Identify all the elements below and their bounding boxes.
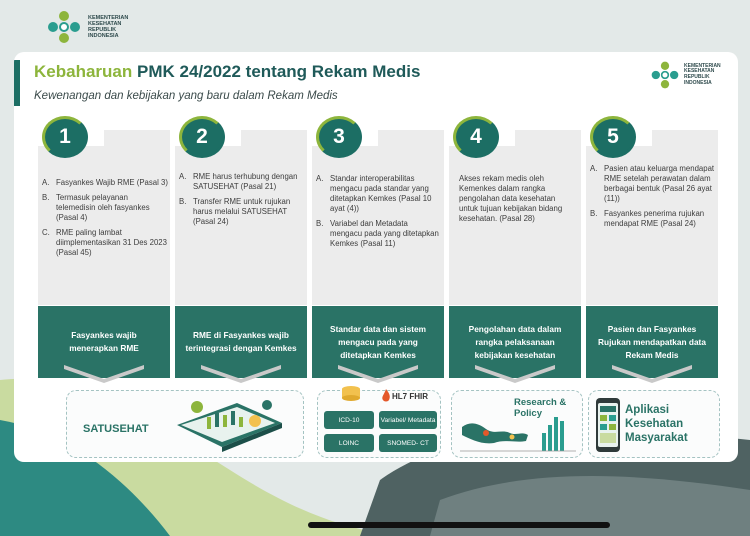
card-number: 4	[453, 116, 499, 158]
dashboard-illustration-icon	[167, 395, 287, 455]
code-icd10: ICD-10	[324, 411, 374, 429]
item-text: Variabel dan Metadata mengacu pada yang ditetapkan Kemkes (Pasal 11)	[330, 219, 439, 248]
hl7-fhir-label: HL7 FHIR	[392, 392, 428, 401]
card-1	[38, 116, 170, 364]
card-item	[590, 164, 716, 204]
chevron-down-icon	[612, 365, 692, 383]
item-letter: B.	[179, 197, 187, 206]
item-text: Termasuk pelayanan telemedisin oleh fasyankes (Pasal 4)	[56, 193, 150, 222]
card-number: 2	[179, 116, 225, 158]
item-text: RME paling lambat diimplementasikan 31 Des 2023 (Pasal 45)	[56, 228, 167, 257]
card-item	[42, 228, 168, 258]
item-letter: B.	[316, 219, 324, 228]
card-item	[590, 209, 716, 229]
top-logo-text: KEMENTERIAN KESEHATAN REPUBLIK INDONESIA	[88, 15, 129, 39]
card-4	[449, 116, 581, 364]
panel-satusehat	[66, 390, 304, 458]
slide	[14, 52, 738, 462]
card-item	[179, 172, 305, 192]
card-items	[590, 164, 716, 234]
card-number: 3	[316, 116, 362, 158]
code-snomed-ct: SNOMED- CT	[379, 434, 437, 452]
slide-logo	[650, 60, 728, 90]
card-paragraph: Akses rekam medis oleh Kemenkes dalam rangka pengolahan data kesehatan untuk tujuan kebijakan bidang kesehatan. (Pasal 28)	[459, 174, 563, 223]
kemenkes-logo-icon	[650, 60, 680, 90]
item-letter: C.	[42, 228, 50, 237]
card-item	[316, 219, 442, 249]
card-summary: Pengolahan data dalam rangka pelaksanaan kebijakan kesehatan	[449, 306, 581, 378]
item-text: RME harus terhubung dengan SATUSEHAT (Pasal 21)	[193, 172, 298, 191]
card-summary: Fasyankes wajib menerapkan RME	[38, 306, 170, 378]
card-items	[316, 174, 442, 254]
card-3	[312, 116, 444, 364]
database-icon	[340, 385, 362, 401]
card-summary: Standar data dan sistem mengacu pada yang ditetapkan Kemkes	[312, 306, 444, 378]
slide-logo-text: KEMENTERIAN KESEHATAN REPUBLIK INDONESIA	[684, 62, 721, 86]
chevron-down-icon	[201, 365, 281, 383]
code-variabel-metadata: Variabel/ Metadata	[379, 411, 437, 429]
flame-icon	[381, 389, 391, 403]
card-summary: Pasien dan Fasyankes Rujukan mendapatkan data Rekam Medis	[586, 306, 718, 378]
code-loinc: LOINC	[324, 434, 374, 452]
mobile-phone-icon	[595, 397, 621, 453]
card-items	[179, 172, 305, 232]
card-number: 5	[590, 116, 636, 158]
research-policy-label: Research & Policy	[514, 397, 567, 419]
item-text: Fasyankes penerima rujukan mendapat RME (Pasal 24)	[604, 209, 705, 228]
item-letter: A.	[42, 178, 50, 187]
card-item	[42, 178, 168, 188]
item-letter: B.	[42, 193, 50, 202]
card-2	[175, 116, 307, 364]
item-text: Fasyankes Wajib RME (Pasal 3)	[56, 178, 168, 187]
panel-standards	[317, 390, 441, 458]
item-text: Transfer RME untuk rujukan harus melalui SATUSEHAT (Pasal 24)	[193, 197, 291, 226]
slide-title-highlight: Kebaharuan	[34, 62, 133, 81]
top-logo	[46, 10, 148, 44]
card-items	[453, 174, 579, 224]
item-text: Standar interoperabilitas mengacu pada standar yang ditetapkan Kemkes (Pasal 10 ayat (4))	[330, 174, 432, 213]
card-item	[42, 193, 168, 223]
slide-title-rest: PMK 24/2022 tentang Rekam Medis	[136, 62, 421, 81]
satusehat-label: SATUSEHAT	[83, 423, 149, 435]
card-item	[179, 197, 305, 227]
slide-title	[34, 62, 420, 82]
code-grid	[324, 411, 437, 452]
panel-research-policy	[451, 390, 583, 458]
chevron-down-icon	[64, 365, 144, 383]
aplikasi-label: Aplikasi Kesehatan Masyarakat	[625, 404, 688, 444]
slide-subtitle: Kewenangan dan kebijakan yang baru dalam Rekam Medis	[34, 90, 338, 102]
item-letter: B.	[590, 209, 598, 218]
home-indicator[interactable]	[308, 522, 610, 528]
card-items	[42, 178, 168, 263]
panel-aplikasi	[588, 390, 720, 458]
item-letter: A.	[590, 164, 598, 173]
chevron-down-icon	[475, 365, 555, 383]
title-accent-bar	[14, 60, 20, 106]
card-5	[586, 116, 718, 364]
card-summary: RME di Fasyankes wajib terintegrasi dengan Kemkes	[175, 306, 307, 378]
chevron-down-icon	[338, 365, 418, 383]
item-letter: A.	[316, 174, 324, 183]
card-number: 1	[42, 116, 88, 158]
item-letter: A.	[179, 172, 187, 181]
item-text: Pasien atau keluarga mendapat RME setelah perawatan dalam berbagai bentuk (Pasal 26 ayat (11))	[604, 164, 715, 203]
card-item	[316, 174, 442, 214]
kemenkes-logo-icon	[46, 10, 82, 44]
